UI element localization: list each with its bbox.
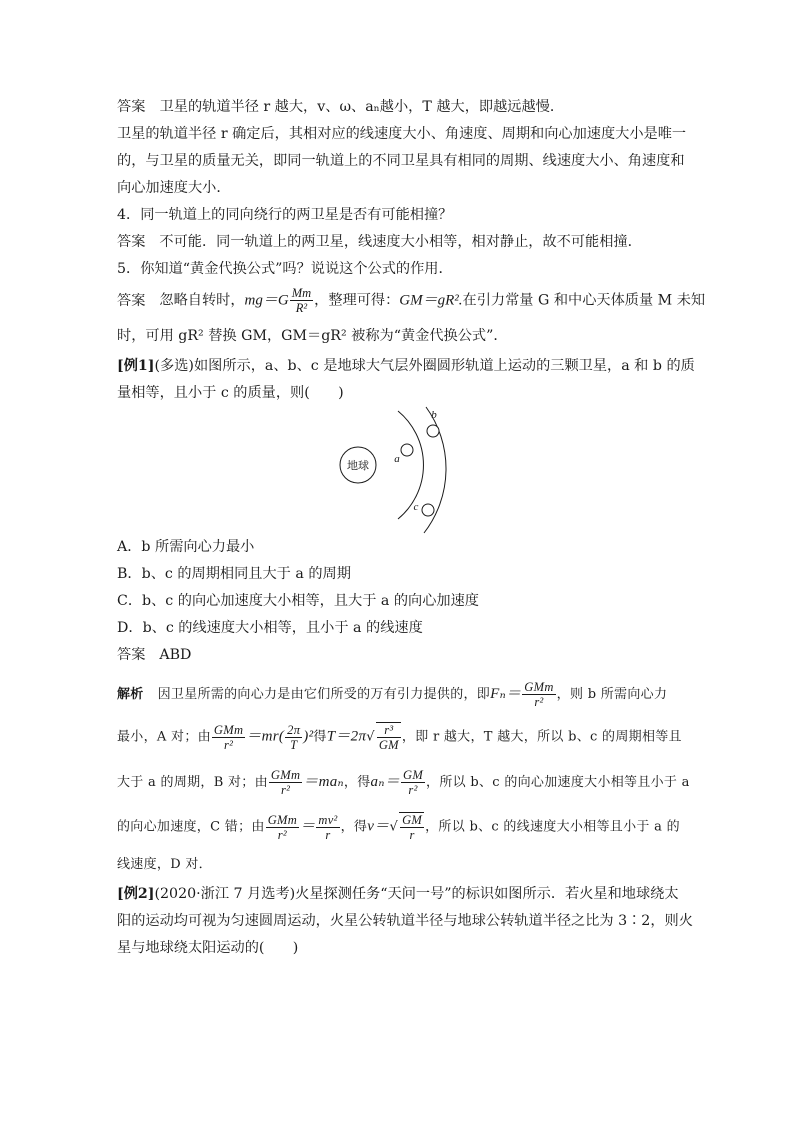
satellite-c	[422, 504, 434, 516]
answer-label: 答案	[117, 647, 146, 663]
fraction-mm-over-r2: $\frac{Mm}{\text{R²}}$	[291, 286, 312, 315]
orbit-diagram	[330, 405, 480, 540]
analysis-line-2: 最小，A 对；由 $\frac{\text{GMm}}{\text{r²}}$ ＝mr( $\frac{2\pi}{T}$ )²得T＝2π√ $\frac{\text{r³}}{GM}$ ，即 r 越大，T 越大，所以 b、c 的周期相等且	[117, 722, 682, 752]
example-2-line-2: 阳的运动均可视为匀速圆周运动，火星公转轨道半径与地球公转轨道半径之比为 3∶2，则火	[117, 913, 693, 929]
earth-label: 地球	[347, 459, 369, 472]
orbit-inner	[398, 411, 423, 519]
option-b: B．b、c 的周期相同且大于 a 的周期	[117, 566, 351, 582]
answer-ex1: 答案 ABD	[117, 647, 192, 663]
example-2-line-3: 星与地球绕太阳运动的( )	[117, 940, 299, 956]
analysis-line-5: 线速度，D 对．	[117, 857, 212, 872]
example-1-line-2: 量相等，且小于 c 的质量，则( )	[117, 385, 344, 401]
example-tag: [例1]	[117, 358, 155, 374]
analysis-line-3: 大于 a 的周期，B 对；由 $\frac{\text{GMm}}{\text{r²}}$ ＝maₙ，得aₙ＝ $\frac{GM}{\text{r²}}$ ，所以 b、c 的向心加速度大小相等且小于 a	[117, 768, 690, 797]
answer-line-1: 答案 卫星的轨道半径 r 越大，v、ω、aₙ越小，T 越大，即越远越慢．	[117, 99, 565, 115]
answer-label: 答案	[117, 292, 146, 309]
satellite-c-label: c	[413, 501, 419, 513]
option-c: C．b、c 的向心加速度大小相等，且大于 a 的向心加速度	[117, 593, 479, 609]
example-tag: [例2]	[117, 886, 155, 902]
analysis-label: 解析	[117, 687, 144, 702]
answer-5-line-1: 答案 忽略自转时，mg＝G $\frac{Mm}{\text{R²}}$ ，整理可得：GM＝gR².在引力常量 G 和中心天体质量 M 未知	[117, 286, 706, 315]
answer-label: 答案	[117, 234, 146, 250]
answer-line-3: 的，与卫星的质量无关，即同一轨道上的不同卫星具有相同的周期、线速度大小、角速度和	[117, 153, 685, 169]
analysis-line-1: 解析 因卫星所需的向心力是由它们所受的万有引力提供的，即Fₙ＝ $\frac{\text{GMm}}{\text{r²}}$ ，则 b 所需向心力	[117, 680, 668, 709]
option-a: A．b 所需向心力最小	[117, 539, 255, 555]
option-d: D．b、c 的线速度大小相等，且小于 a 的线速度	[117, 620, 423, 636]
analysis-line-4: 的向心加速度，C 错；由 $\frac{\text{GMm}}{\text{r²}}$ ＝ $\frac{\text{mv²}}{r}$ ，得v＝√ $\frac{GM}{r}$ ，所以 b、c 的线速度大小相等且小于 a 的	[117, 812, 680, 842]
satellite-b-label: b	[431, 409, 437, 421]
satellite-a	[401, 444, 413, 456]
answer-line-4: 向心加速度大小．	[117, 180, 231, 196]
answer-line-2: 卫星的轨道半径 r 确定后，其相对应的线速度大小、角速度、周期和向心加速度大小是唯一	[117, 126, 687, 142]
satellite-b	[427, 425, 439, 437]
question-4: 4．同一轨道上的同向绕行的两卫星是否有可能相撞？	[117, 207, 453, 223]
example-2-line-1: [例2](2020·浙江 7 月选考)火星探测任务“天问一号”的标识如图所示．若火星和地球绕太	[117, 886, 679, 902]
satellite-a-label: a	[394, 453, 400, 465]
answer-4: 答案 不可能．同一轨道上的两卫星，线速度大小相等，相对静止，故不可能相撞．	[117, 234, 642, 250]
answer-5-line-2: 时，可用 gR² 替换 GM，GM＝gR² 被称为“黄金代换公式”．	[117, 328, 508, 344]
example-1-line-1: [例1](多选)如图所示，a、b、c 是地球大气层外圈圆形轨道上运动的三颗卫星，a 和 b 的质	[117, 358, 695, 374]
question-5: 5．你知道“黄金代换公式”吗？说说这个公式的作用．	[117, 261, 453, 277]
